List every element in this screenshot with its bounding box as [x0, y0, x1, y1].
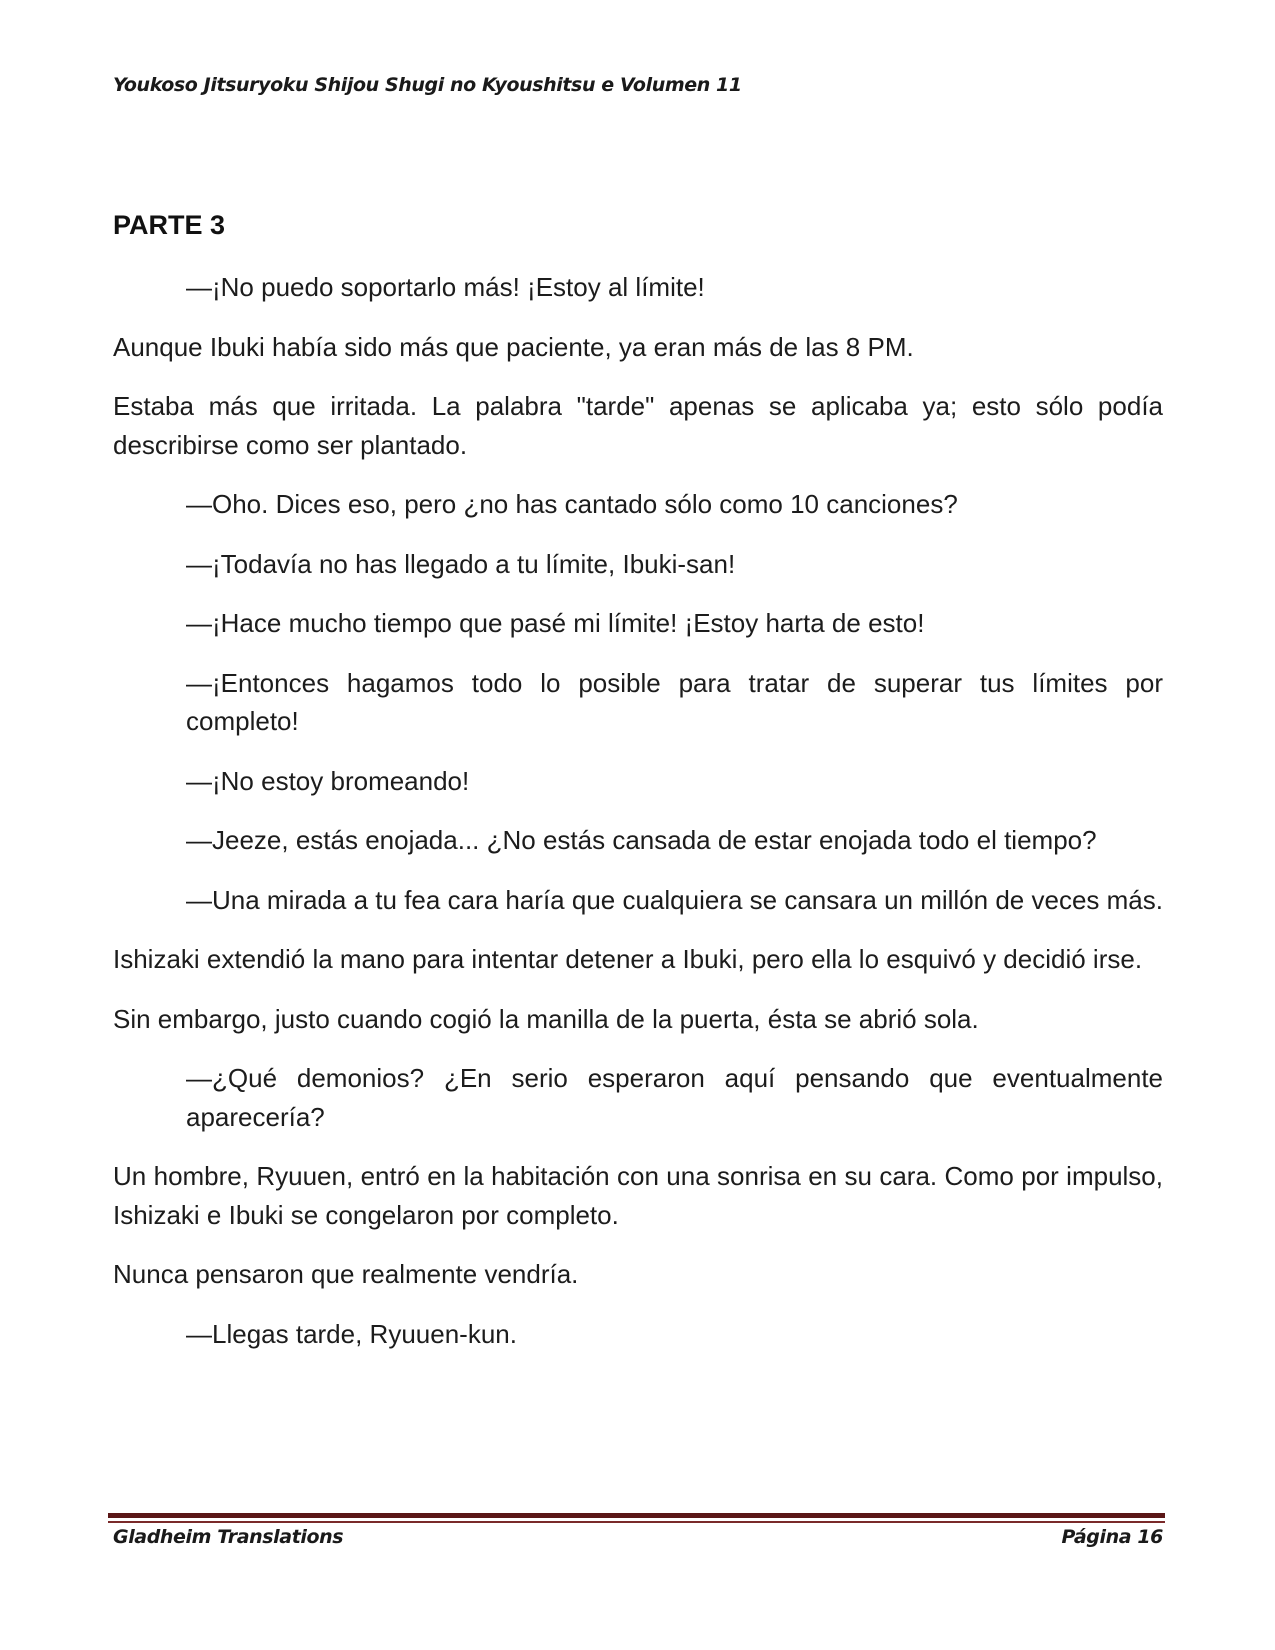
- dialog-paragraph: —¿Qué demonios? ¿En serio esperaron aquí pensando que eventualmente aparecería?: [186, 1063, 1163, 1132]
- footer-divider-thick: [108, 1513, 1165, 1518]
- dialog-paragraph: —¡No estoy bromeando!: [186, 765, 470, 796]
- footer-publisher: Gladheim Translations: [113, 1526, 344, 1548]
- dialog-paragraph: —Llegas tarde, Ryuuen-kun.: [186, 1318, 517, 1349]
- dialog-paragraph: —¡No puedo soportarlo más! ¡Estoy al límite!: [186, 272, 705, 302]
- footer-divider-thin: [108, 1521, 1165, 1523]
- dialog-paragraph: —Jeeze, estás enojada... ¿No estás cansada de estar enojada todo el tiempo?: [186, 825, 1097, 855]
- narration-paragraph: Sin embargo, justo cuando cogió la manilla de la puerta, ésta se abrió sola.: [113, 1003, 979, 1034]
- narration-paragraph: Ishizaki extendió la mano para intentar detener a Ibuki, pero ella lo esquivó y decidió irse.: [113, 944, 1143, 974]
- dialog-paragraph: —Oho. Dices eso, pero ¿no has cantado sólo como 10 canciones?: [186, 489, 958, 519]
- dialog-paragraph: —¡Todavía no has llegado a tu límite, Ibuki-san!: [186, 548, 736, 579]
- paragraph-list: [113, 268, 1163, 1353]
- narration-paragraph: Nunca pensaron que realmente vendría.: [113, 1259, 579, 1289]
- document-body: [113, 206, 1163, 1374]
- dialog-paragraph: —¡Hace mucho tiempo que pasé mi límite! ¡Estoy harta de esto!: [186, 608, 925, 638]
- dialog-paragraph: —¡Entonces hagamos todo lo posible para tratar de superar tus límites por completo!: [186, 667, 1163, 736]
- narration-paragraph: Un hombre, Ryuuen, entró en la habitación con una sonrisa en su cara. Como por impulso, Ishizaki e Ibuki se congelaron por completo.: [113, 1161, 1163, 1230]
- dialog-paragraph: —Una mirada a tu fea cara haría que cualquiera se cansara un millón de veces más.: [186, 884, 1163, 915]
- narration-paragraph: Estaba más que irritada. La palabra "tarde" apenas se aplicaba ya; esto sólo podía describirse como ser plantado.: [113, 391, 1163, 460]
- footer-page-number: Página 16: [1061, 1526, 1163, 1548]
- narration-paragraph: Aunque Ibuki había sido más que paciente, ya eran más de las 8 PM.: [113, 331, 914, 362]
- page-header-title: Youkoso Jitsuryoku Shijou Shugi no Kyoushitsu e Volumen 11: [113, 74, 742, 96]
- section-title: PARTE 3: [113, 210, 226, 240]
